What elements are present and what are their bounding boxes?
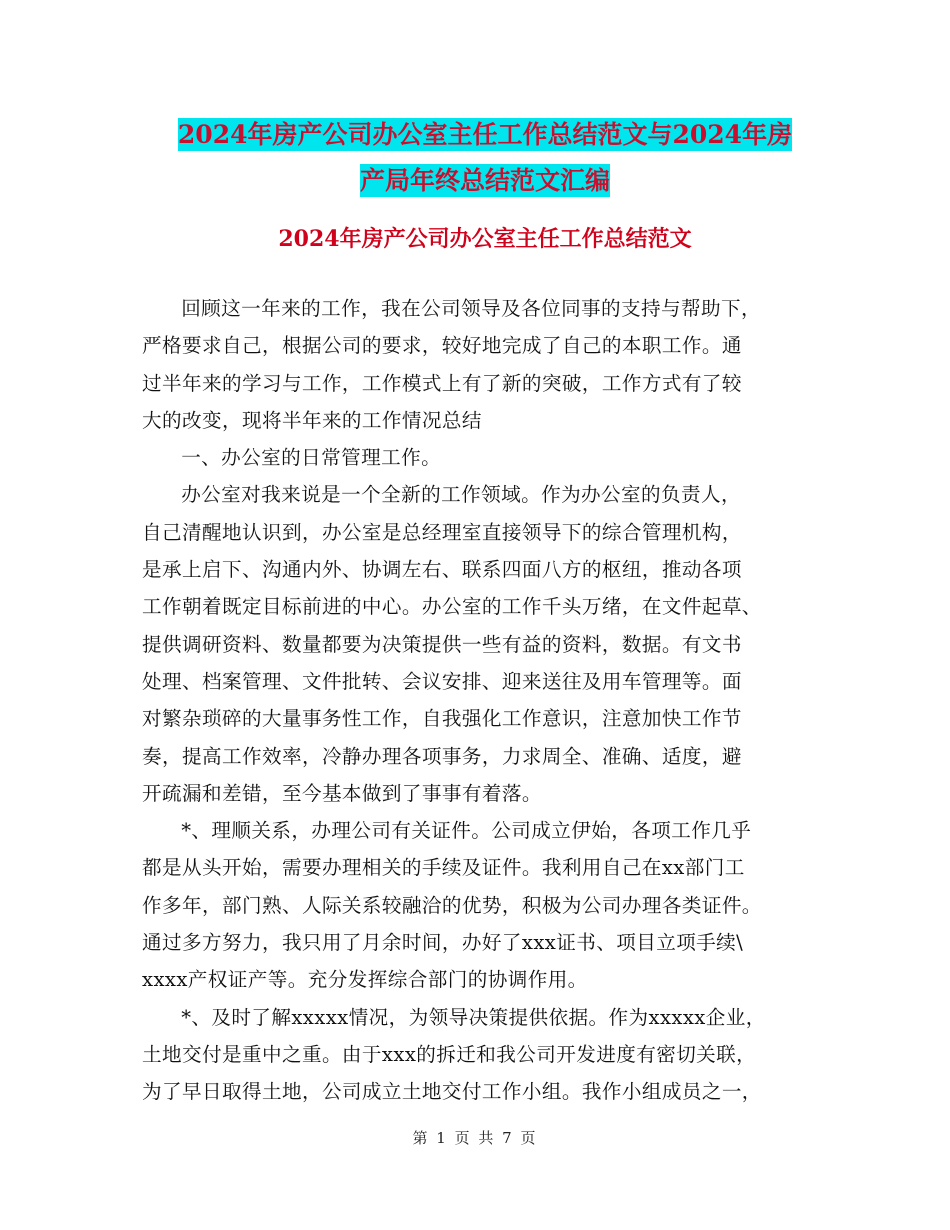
paragraph-line: 作多年，部门熟、人际关系较融洽的优势，积极为公司办理各类证件。	[142, 893, 762, 917]
paragraph-line: 奏，提高工作效率，冷静办理各项事务，力求周全、准确、适度，避	[142, 744, 742, 768]
paragraph-line: 通过多方努力，我只用了月余时间，办好了xxx证书、项目立项手续\	[142, 931, 744, 955]
paragraph-line: 过半年来的学习与工作，工作模式上有了新的突破，工作方式有了较	[142, 371, 742, 395]
paragraph-line: 土地交付是重中之重。由于xxx的拆迁和我公司开发进度有密切关联，	[142, 1042, 757, 1066]
paragraph	[142, 476, 812, 812]
page-footer: 第 1 页 共 7 页	[412, 1129, 538, 1147]
section-title: 2024年房产公司办公室主任工作总结范文	[278, 226, 692, 252]
document-title-line-2: 产局年终总结范文汇编	[359, 166, 610, 195]
paragraph-line: 一、办公室的日常管理工作。	[181, 446, 442, 470]
document-body	[142, 290, 812, 1111]
paragraph	[142, 439, 812, 476]
paragraph-line: 严格要求自己，根据公司的要求，较好地完成了自己的本职工作。通	[142, 334, 742, 358]
paragraph-line: *、理顺关系，办理公司有关证件。公司成立伊始，各项工作几乎	[181, 819, 752, 843]
paragraph-line: 大的改变，现将半年来的工作情况总结	[142, 408, 482, 432]
paragraph	[142, 999, 812, 1111]
paragraph-line: 处理、档案管理、文件批转、会议安排、迎来送往及用车管理等。面	[142, 669, 742, 693]
paragraph-line: xxxx产权证产等。充分发挥综合部门的协调作用。	[142, 968, 588, 992]
document-title	[140, 112, 830, 204]
document-title-line-1: 2024年房产公司办公室主任工作总结范文与2024年房	[177, 120, 793, 149]
paragraph	[142, 290, 812, 439]
paragraph-line: 为了早日取得土地，公司成立土地交付工作小组。我作小组成员之一，	[142, 1080, 762, 1104]
paragraph-line: 提供调研资料、数量都要为决策提供一些有益的资料，数据。有文书	[142, 632, 742, 656]
paragraph-line: 是承上启下、沟通内外、协调左右、联系四面八方的枢纽，推动各项	[142, 558, 742, 582]
paragraph	[142, 812, 812, 998]
paragraph-line: 工作朝着既定目标前进的中心。办公室的工作千头万绪，在文件起草、	[142, 595, 762, 619]
paragraph-line: 都是从头开始，需要办理相关的手续及证件。我利用自己在xx部门工	[142, 856, 745, 880]
paragraph-line: 开疏漏和差错，至今基本做到了事事有着落。	[142, 781, 542, 805]
paragraph-line: 回顾这一年来的工作，我在公司领导及各位同事的支持与帮助下，	[181, 297, 762, 320]
paragraph-line: *、及时了解xxxxx情况，为领导决策提供依据。作为xxxxx企业，	[181, 1005, 766, 1029]
paragraph-line: 办公室对我来说是一个全新的工作领域。作为办公室的负责人，	[181, 483, 742, 507]
paragraph-line: 自己清醒地认识到，办公室是总经理室直接领导下的综合管理机构，	[142, 520, 742, 544]
paragraph-line: 对繁杂琐碎的大量事务性工作，自我强化工作意识，注意加快工作节	[142, 707, 742, 731]
